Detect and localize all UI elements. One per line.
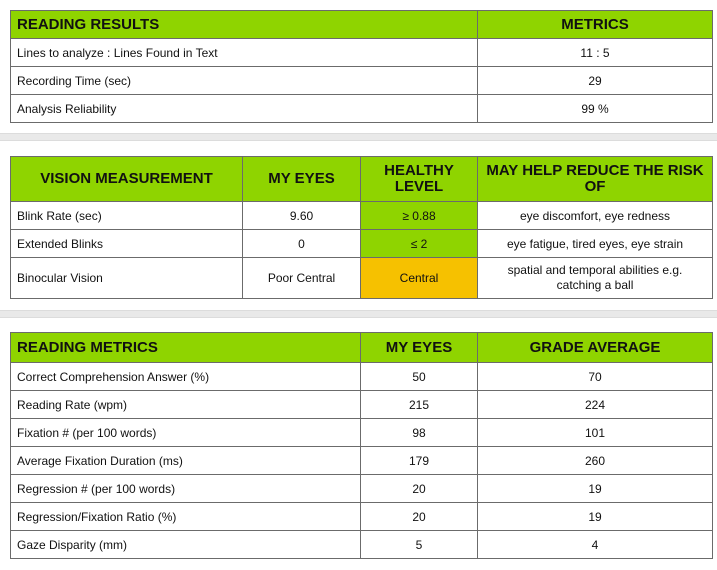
column-header: HEALTHY LEVEL (361, 157, 478, 202)
vision-measurement-table (10, 156, 713, 299)
column-header: READING RESULTS (11, 11, 478, 39)
row-value: 29 (478, 67, 713, 95)
grade-average-value: 224 (478, 391, 713, 419)
my-eyes-value: 98 (361, 419, 478, 447)
row-label: Recording Time (sec) (11, 67, 478, 95)
row-label: Correct Comprehension Answer (%) (11, 363, 361, 391)
table-row (11, 363, 713, 391)
table-header-row (11, 11, 713, 39)
section-divider (0, 310, 717, 318)
row-label: Blink Rate (sec) (11, 202, 243, 230)
row-label: Gaze Disparity (mm) (11, 531, 361, 559)
row-label: Analysis Reliability (11, 95, 478, 123)
table-row (11, 503, 713, 531)
healthy-level-value: ≤ 2 (361, 230, 478, 258)
risk-text: spatial and temporal abilities e.g. catching a ball (478, 258, 713, 299)
grade-average-value: 260 (478, 447, 713, 475)
table-row (11, 419, 713, 447)
my-eyes-value: 20 (361, 503, 478, 531)
healthy-level-value: Central (361, 258, 478, 299)
grade-average-value: 19 (478, 503, 713, 531)
my-eyes-value: 5 (361, 531, 478, 559)
reading-results-table (10, 10, 713, 123)
column-header: GRADE AVERAGE (478, 333, 713, 363)
risk-text: eye fatigue, tired eyes, eye strain (478, 230, 713, 258)
grade-average-value: 101 (478, 419, 713, 447)
table-header-row (11, 333, 713, 363)
my-eyes-value: 20 (361, 475, 478, 503)
row-label: Extended Blinks (11, 230, 243, 258)
column-header: MY EYES (243, 157, 361, 202)
table-row (11, 95, 713, 123)
row-label: Average Fixation Duration (ms) (11, 447, 361, 475)
row-label: Lines to analyze : Lines Found in Text (11, 39, 478, 67)
my-eyes-value: 9.60 (243, 202, 361, 230)
table-row (11, 67, 713, 95)
column-header: READING METRICS (11, 333, 361, 363)
section-divider (0, 133, 717, 141)
table-row (11, 230, 713, 258)
row-label: Reading Rate (wpm) (11, 391, 361, 419)
risk-text: eye discomfort, eye redness (478, 202, 713, 230)
table-header-row (11, 157, 713, 202)
row-label: Regression # (per 100 words) (11, 475, 361, 503)
my-eyes-value: 215 (361, 391, 478, 419)
row-value: 11 : 5 (478, 39, 713, 67)
table-row (11, 475, 713, 503)
grade-average-value: 19 (478, 475, 713, 503)
column-header: MAY HELP REDUCE THE RISK OF (478, 157, 713, 202)
table-row (11, 391, 713, 419)
row-label: Regression/Fixation Ratio (%) (11, 503, 361, 531)
my-eyes-value: 179 (361, 447, 478, 475)
reading-metrics-table (10, 332, 713, 559)
row-label: Fixation # (per 100 words) (11, 419, 361, 447)
column-header: MY EYES (361, 333, 478, 363)
table-row (11, 258, 713, 299)
row-label: Binocular Vision (11, 258, 243, 299)
healthy-level-value: ≥ 0.88 (361, 202, 478, 230)
my-eyes-value: Poor Central (243, 258, 361, 299)
table-row (11, 39, 713, 67)
my-eyes-value: 0 (243, 230, 361, 258)
table-row (11, 202, 713, 230)
grade-average-value: 4 (478, 531, 713, 559)
table-row (11, 447, 713, 475)
my-eyes-value: 50 (361, 363, 478, 391)
table-row (11, 531, 713, 559)
column-header: VISION MEASUREMENT (11, 157, 243, 202)
column-header: METRICS (478, 11, 713, 39)
grade-average-value: 70 (478, 363, 713, 391)
row-value: 99 % (478, 95, 713, 123)
